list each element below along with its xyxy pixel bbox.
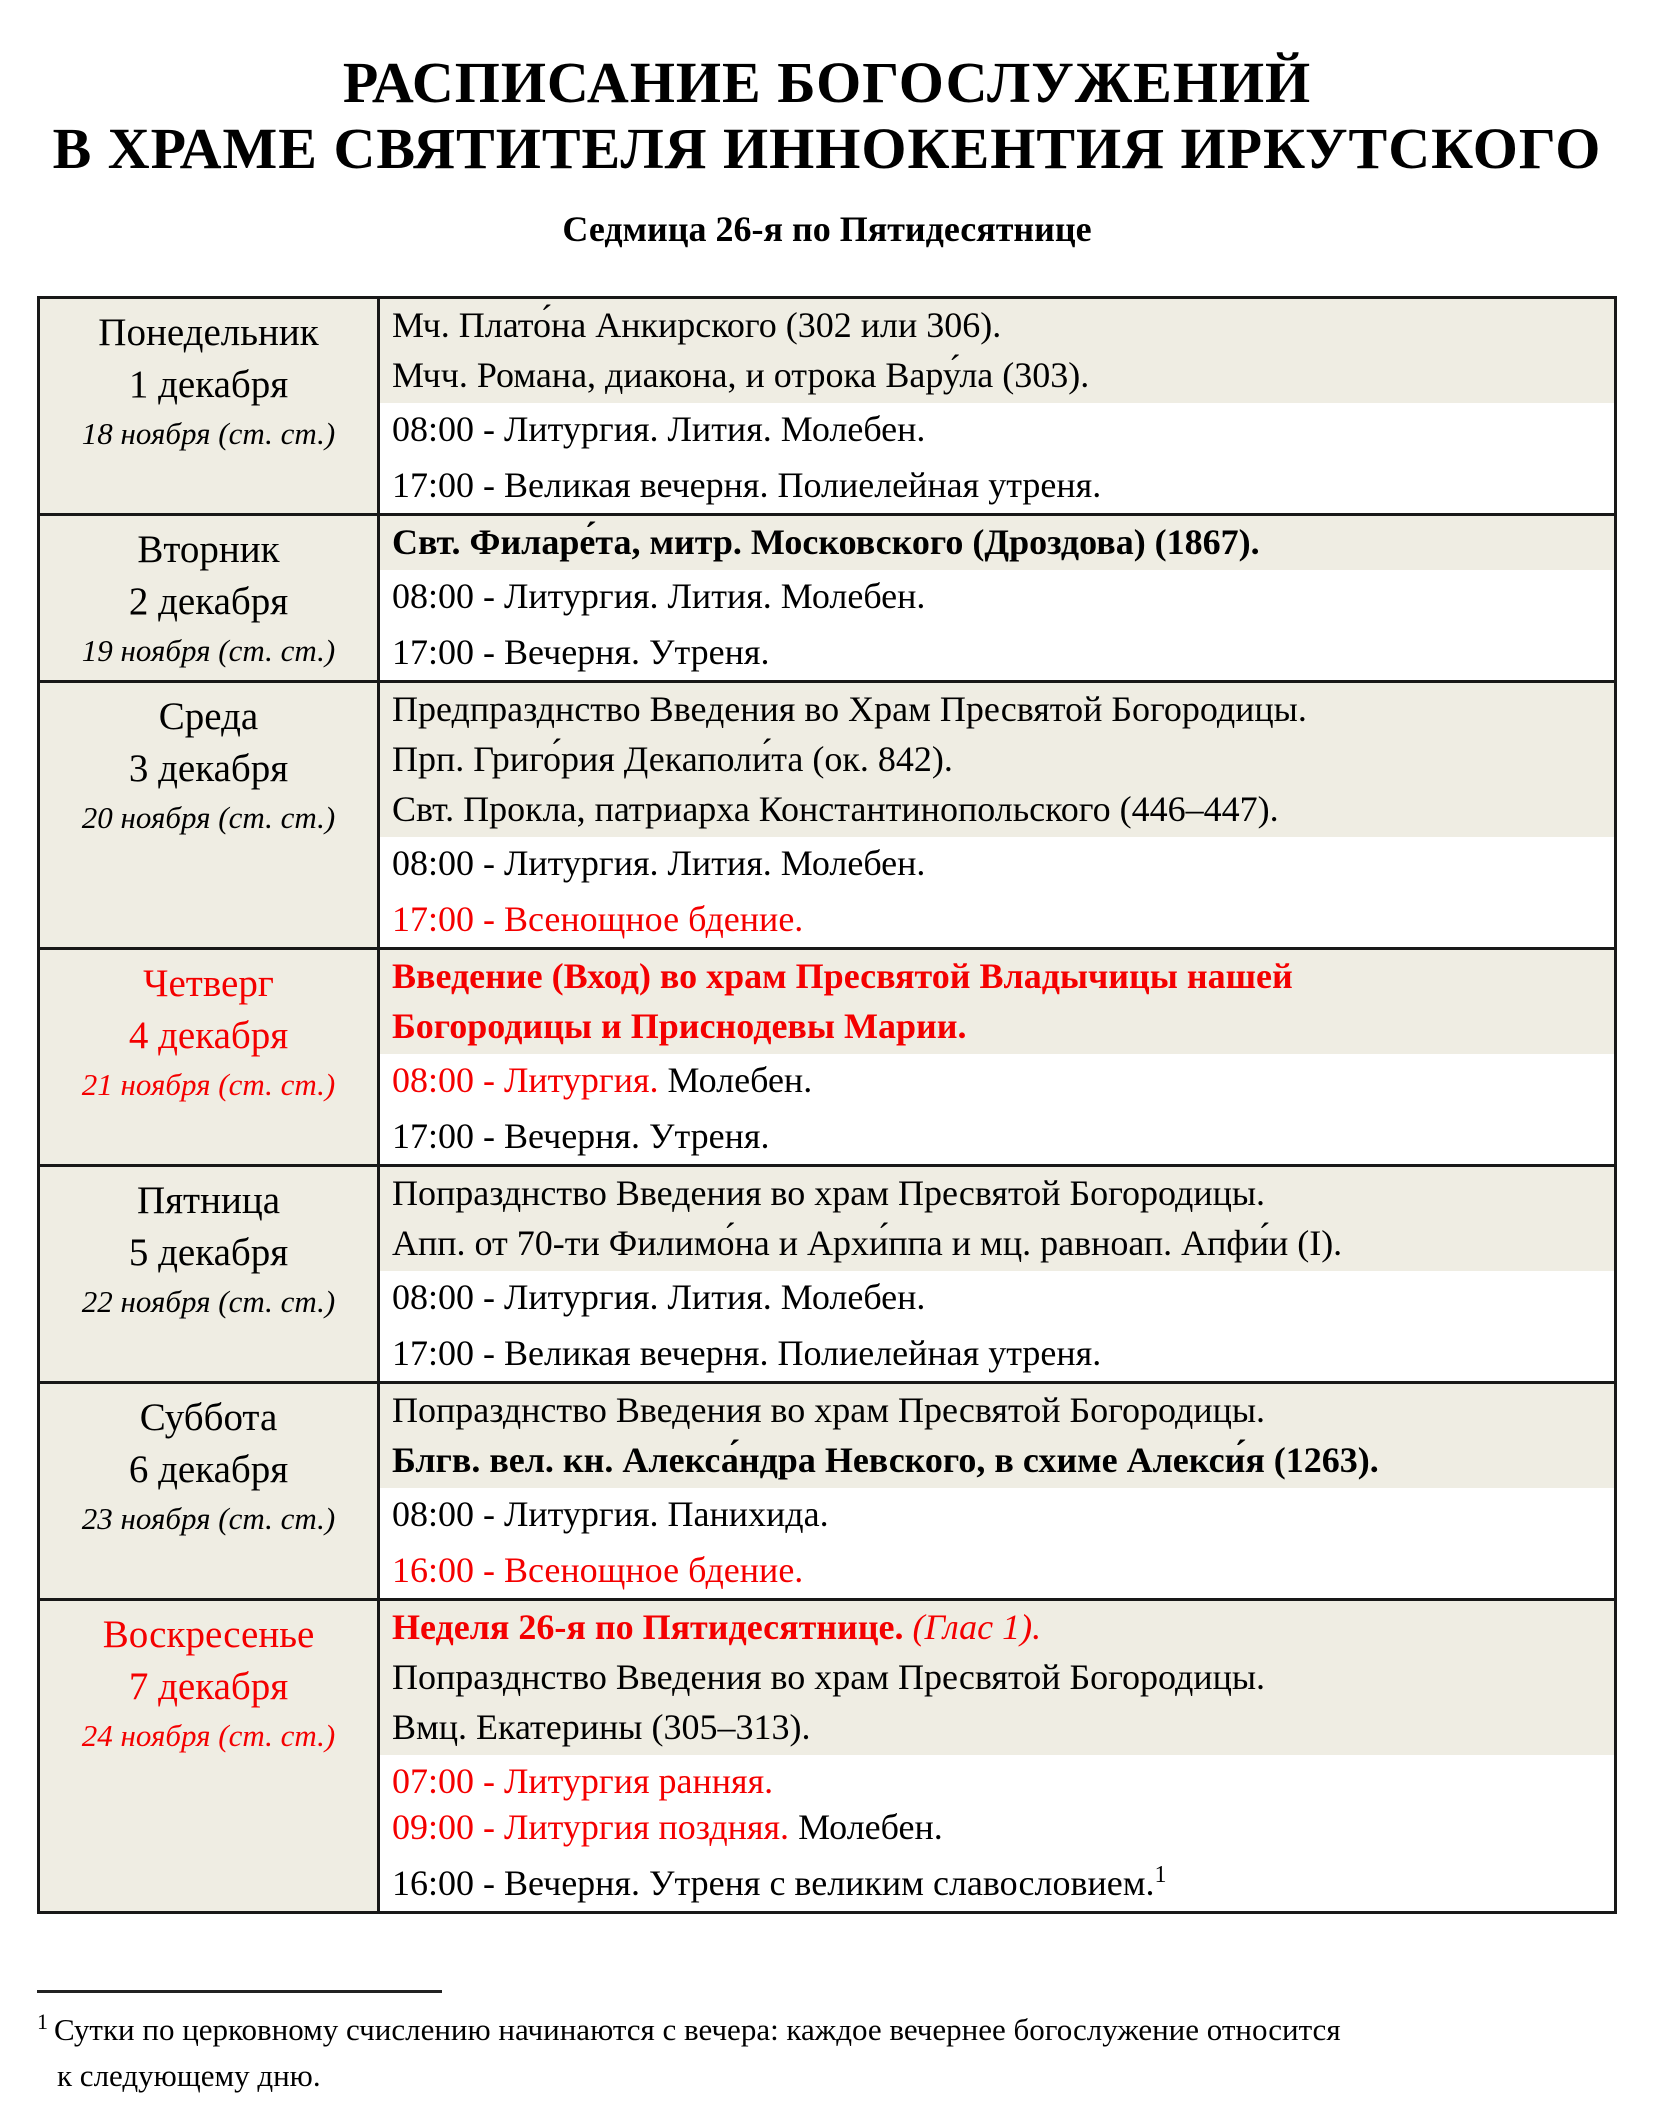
day-date: 3 декабря bbox=[128, 747, 289, 790]
feast-block bbox=[380, 516, 1614, 570]
day-date: 6 декабря bbox=[128, 1448, 289, 1491]
feast-line: Вмц. Екатерины (305–313). bbox=[392, 1707, 811, 1747]
feast-line: Свт. Прокла, патриарха Константинопольского (446–447). bbox=[392, 789, 1279, 829]
schedule-row bbox=[40, 1381, 1614, 1598]
footnote-line bbox=[37, 2007, 1654, 2053]
footnote-rule bbox=[37, 1990, 442, 1993]
day-date: 2 декабря bbox=[128, 580, 289, 623]
day-cell bbox=[40, 299, 380, 513]
day-name: Среда bbox=[158, 695, 259, 738]
schedule-row bbox=[40, 1164, 1614, 1381]
schedule-row bbox=[40, 299, 1614, 513]
feast-line: Блгв. вел. кн. Алекса́ндра Невского, в схиме Алекси́я (1263). bbox=[392, 1440, 1379, 1480]
feast-line: Мчч. Романа, диакона, и отрока Вару́ла (303). bbox=[392, 355, 1090, 395]
day-date: 4 декабря bbox=[128, 1014, 289, 1057]
feast-line: Попразднство Введения во храм Пресвятой Богородицы. bbox=[392, 1657, 1266, 1697]
footnote-text-line1: Сутки по церковному счислению начинаются с вечера: каждое вечернее богослужение относится bbox=[54, 2012, 1341, 2047]
service-line: 16:00 - Вечерня. Утреня с великим славословием.$^1$ bbox=[392, 1862, 1167, 1903]
service-line: 08:00 - Литургия. Лития. Молебен. bbox=[392, 1277, 926, 1317]
feast-line: Попразднство Введения во храм Пресвятой Богородицы. bbox=[392, 1390, 1266, 1430]
day-cell bbox=[40, 1384, 380, 1598]
service-block bbox=[380, 407, 1614, 507]
day-name: Пятница bbox=[136, 1179, 281, 1222]
page-title-line1: РАСПИСАНИЕ БОГОСЛУЖЕНИЙ bbox=[342, 50, 1312, 115]
content-cell bbox=[380, 299, 1614, 513]
service-line: 08:00 - Литургия. Лития. Молебен. bbox=[392, 576, 926, 616]
feast-block bbox=[380, 950, 1614, 1054]
day-date: 7 декабря bbox=[128, 1665, 289, 1708]
feast-line: Богородицы и Приснодевы Марии. bbox=[392, 1006, 967, 1046]
day-cell bbox=[40, 683, 380, 947]
feast-line: Апп. от 70-ти Филимо́на и Архи́ппа и мц. равноап. Апфи́и (I). bbox=[392, 1223, 1343, 1263]
schedule-row bbox=[40, 680, 1614, 947]
content-cell bbox=[380, 516, 1614, 680]
service-line: 08:00 - Литургия. Лития. Молебен. bbox=[392, 843, 926, 883]
feast-line: Неделя 26-я по Пятидесятнице. (Глас 1). bbox=[392, 1607, 1042, 1647]
service-line: 08:00 - Литургия. Лития. Молебен. bbox=[392, 409, 926, 449]
footnote bbox=[37, 1990, 1654, 2099]
day-cell bbox=[40, 950, 380, 1164]
schedule-row bbox=[40, 513, 1614, 680]
schedule-table bbox=[37, 296, 1617, 1914]
service-line: 09:00 - Литургия поздняя. Молебен. bbox=[392, 1807, 943, 1847]
day-name: Воскресенье bbox=[102, 1613, 315, 1656]
day-old-style-date: 19 ноября (ст. ст.) bbox=[81, 633, 336, 668]
content-cell bbox=[380, 683, 1614, 947]
day-old-style-date: 24 ноября (ст. ст.) bbox=[81, 1718, 336, 1753]
content-cell bbox=[380, 950, 1614, 1164]
schedule-row bbox=[40, 1598, 1614, 1911]
feast-block bbox=[380, 1601, 1614, 1755]
page-title-line2: В ХРАМЕ СВЯТИТЕЛЯ ИННОКЕНТИЯ ИРКУТСКОГО bbox=[52, 116, 1602, 181]
day-name: Понедельник bbox=[98, 311, 319, 354]
content-cell bbox=[380, 1167, 1614, 1381]
service-block bbox=[380, 841, 1614, 941]
subtitle: Седмица 26-я по Пятидесятнице bbox=[562, 209, 1092, 249]
day-cell bbox=[40, 516, 380, 680]
service-block bbox=[380, 1058, 1614, 1158]
content-cell bbox=[380, 1601, 1614, 1911]
feast-block bbox=[380, 683, 1614, 837]
service-block bbox=[380, 1759, 1614, 1905]
day-old-style-date: 21 ноября (ст. ст.) bbox=[81, 1067, 336, 1102]
service-line: 17:00 - Вечерня. Утреня. bbox=[392, 632, 770, 672]
service-line: 17:00 - Великая вечерня. Полиелейная утреня. bbox=[392, 1333, 1102, 1373]
feast-block bbox=[380, 299, 1614, 403]
service-block bbox=[380, 1275, 1614, 1375]
feast-line: Прп. Григо́рия Декаполи́та (ок. 842). bbox=[392, 739, 953, 779]
service-line: 08:00 - Литургия. Панихида. bbox=[392, 1494, 829, 1534]
footnote-marker: 1 bbox=[37, 2008, 48, 2034]
day-old-style-date: 23 ноября (ст. ст.) bbox=[81, 1501, 336, 1536]
service-line: 08:00 - Литургия. Молебен. bbox=[392, 1060, 813, 1100]
service-block bbox=[380, 574, 1614, 674]
service-line: 07:00 - Литургия ранняя. bbox=[392, 1761, 774, 1801]
service-line: 17:00 - Вечерня. Утреня. bbox=[392, 1116, 770, 1156]
service-line: 16:00 - Всенощное бдение. bbox=[392, 1550, 804, 1590]
day-cell bbox=[40, 1601, 380, 1911]
feast-line: Мч. Плато́на Анкирского (302 или 306). bbox=[392, 305, 1002, 345]
feast-line: Введение (Вход) во храм Пресвятой Владычицы нашей bbox=[392, 956, 1293, 996]
day-old-style-date: 18 ноября (ст. ст.) bbox=[81, 416, 336, 451]
feast-block bbox=[380, 1167, 1614, 1271]
day-date: 5 декабря bbox=[128, 1231, 289, 1274]
feast-block bbox=[380, 1384, 1614, 1488]
schedule-row bbox=[40, 947, 1614, 1164]
service-line: 17:00 - Всенощное бдение. bbox=[392, 899, 804, 939]
feast-line: Предпразднство Введения во Храм Пресвятой Богородицы. bbox=[392, 689, 1307, 729]
day-name: Суббота bbox=[139, 1396, 278, 1439]
service-block bbox=[380, 1492, 1614, 1592]
day-old-style-date: 22 ноября (ст. ст.) bbox=[81, 1284, 336, 1319]
content-cell bbox=[380, 1384, 1614, 1598]
day-old-style-date: 20 ноября (ст. ст.) bbox=[81, 800, 336, 835]
feast-line: Попразднство Введения во храм Пресвятой Богородицы. bbox=[392, 1173, 1266, 1213]
day-name: Четверг bbox=[143, 962, 274, 1005]
day-name: Вторник bbox=[137, 528, 280, 571]
footnote-text-line2: к следующему дню. bbox=[57, 2058, 321, 2093]
feast-line: Свт. Филаре́та, митр. Московского (Дроздова) (1867). bbox=[392, 522, 1260, 562]
day-date: 1 декабря bbox=[128, 363, 289, 406]
service-line: 17:00 - Великая вечерня. Полиелейная утреня. bbox=[392, 465, 1102, 505]
page-title bbox=[0, 50, 1654, 182]
day-cell bbox=[40, 1167, 380, 1381]
